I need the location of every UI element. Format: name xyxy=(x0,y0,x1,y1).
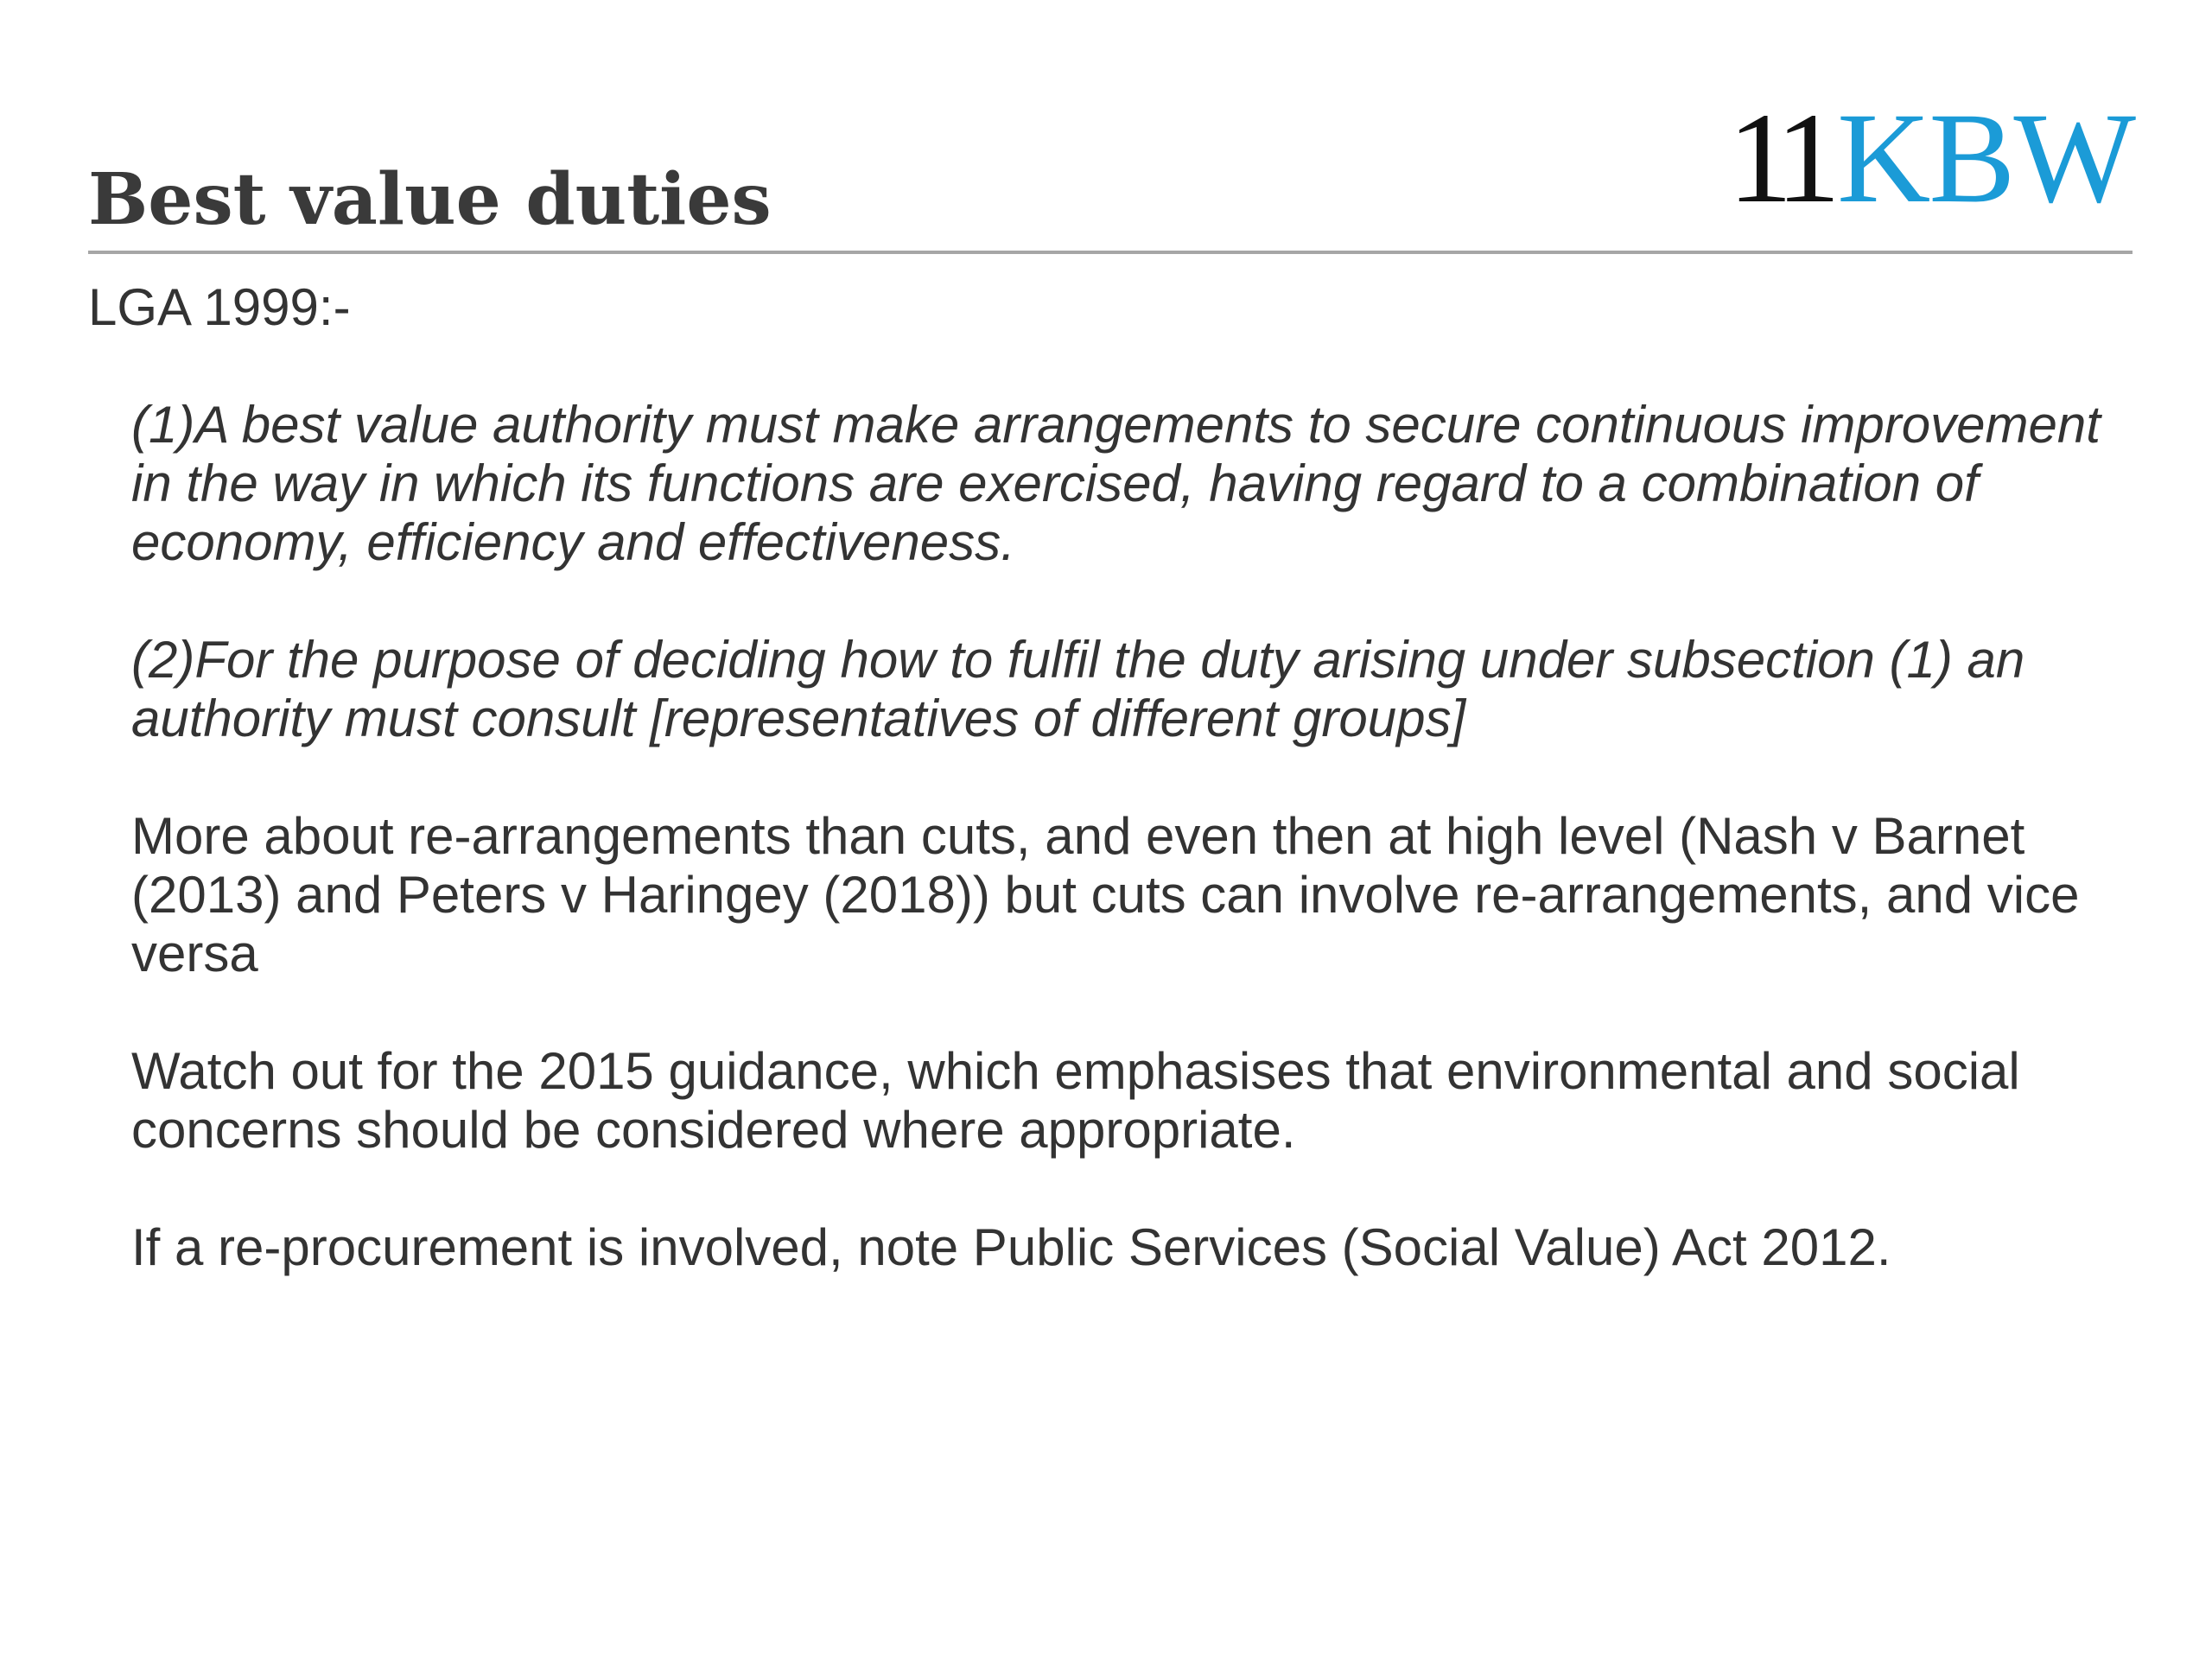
point-2015-guidance: Watch out for the 2015 guidance, which emphasises that environmental and social concerns should be considered where appropriate. xyxy=(131,1042,2020,1159)
statute-quote-subsection-2: (2)For the purpose of deciding how to fulfil the duty arising under subsection (1) an authority must consult [representatives of different groups] xyxy=(131,631,2025,747)
page-title: Best value duties xyxy=(88,158,772,241)
logo-11kbw xyxy=(1727,86,2134,230)
point-rearrangements: More about re-arrangements than cuts, and even then at high level (Nash v Barnet (2013) and Peters v Haringey (2018)) but cuts can involve re-arrangements, and vice versa xyxy=(131,807,2080,982)
statute-quote-subsection-1: (1)A best value authority must make arrangements to secure continuous improvement in the way in which its functions are exercised, having regard to a combination of economy, efficiency and effectiveness. xyxy=(131,396,2101,571)
intro-text: LGA 1999:- xyxy=(88,278,351,336)
title-divider xyxy=(88,251,2133,254)
logo-letters: KBW xyxy=(1837,86,2134,230)
slide-body xyxy=(88,278,2145,1277)
point-social-value-act: If a re-procurement is involved, note Public Services (Social Value) Act 2012. xyxy=(131,1218,1891,1276)
logo-numerals: 11 xyxy=(1727,86,1829,230)
